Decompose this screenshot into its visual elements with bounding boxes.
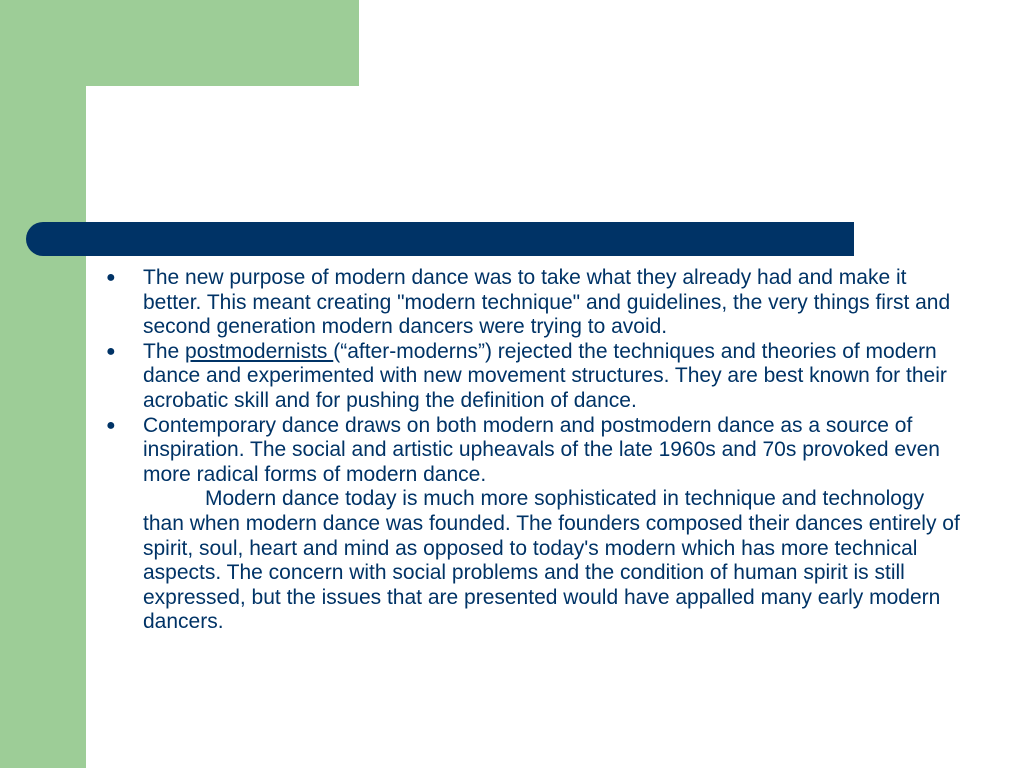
bullet-text-suffix: (“after-moderns”) rejected the techniques and theories of modern dance and experimented with new movement structures. They are best known for their acrobatic skill and for pushing the definition of dance. (143, 339, 947, 412)
bullet-icon: ● (106, 416, 116, 434)
bullet-icon: ● (106, 269, 116, 286)
title-bar (26, 222, 854, 256)
green-side-panel (0, 0, 86, 768)
bullet-item (100, 340, 960, 414)
green-top-panel (0, 0, 359, 86)
body-paragraph: Modern dance today is much more sophisticated in technique and technology than when modern dance was founded. The founders composed their dances entirely of spirit, soul, heart and mind as opposed to today's modern which has more technical aspects. The concern with social problems and the condition of human spirit is still expressed, but the issues that are presented would have appalled many early modern dancers. (143, 487, 960, 634)
slide-body (100, 266, 960, 635)
postmodernists-link[interactable]: postmodernists (185, 339, 334, 363)
bullet-text: Contemporary dance draws on both modern and postmodern dance as a source of inspiration. The social and artistic upheavals of the late 1960s and 70s provoked even more radical forms of modern dance. (143, 413, 940, 486)
bullet-item (100, 414, 960, 488)
bullet-text: The new purpose of modern dance was to take what they already had and make it better. This meant creating "modern technique" and guidelines, the very things first and second generation modern dancers were trying to avoid. (143, 266, 951, 339)
bullet-item (100, 266, 960, 340)
bullet-text-prefix: The (143, 339, 186, 363)
bullet-icon: ● (106, 342, 116, 360)
